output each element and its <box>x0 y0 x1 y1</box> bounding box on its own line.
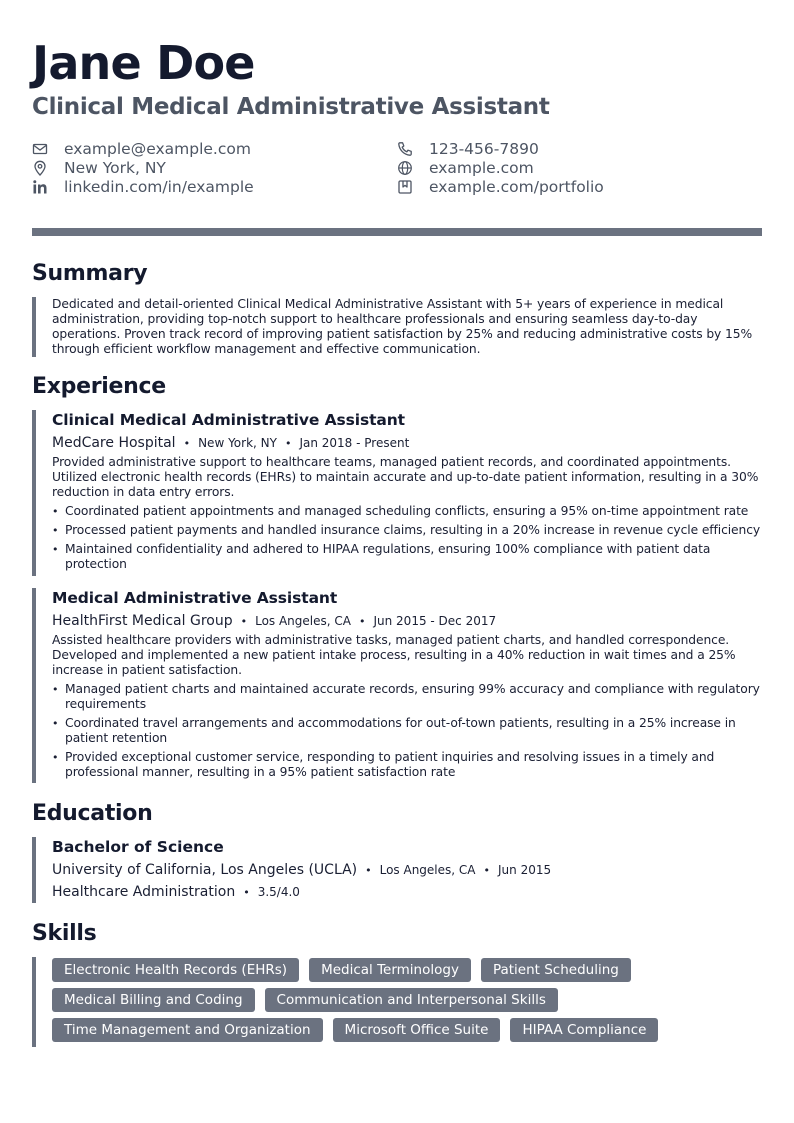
skill-tag: Patient Scheduling <box>481 958 631 982</box>
job-meta <box>52 433 762 453</box>
header-divider <box>32 228 762 236</box>
separator-dot: • <box>365 863 372 877</box>
contact-location <box>32 158 166 177</box>
contact-website[interactable] <box>397 158 534 177</box>
linkedin-icon <box>32 179 48 195</box>
experience-heading: Experience <box>32 374 166 399</box>
skills-block <box>32 957 762 1047</box>
separator-dot: • <box>284 436 292 450</box>
job-location: Los Angeles, CA <box>255 614 351 628</box>
summary-text: Dedicated and detail-oriented Clinical Medical Administrative Assistant with 5+ years of experience in medical administration, providing top-notch support to healthcare professionals and ensuring seamless day-to-day operations. Proven track record of improving patient satisfaction by 25% and reducing administrative costs by 15% through efficient workflow management and effective communication. <box>52 297 753 356</box>
contact-email[interactable] <box>32 139 251 158</box>
job-bullet: • Coordinated patient appointments and managed scheduling conflicts, ensuring a 95% on-time appointment rate <box>52 504 762 519</box>
candidate-title: Clinical Medical Administrative Assistant <box>32 94 550 120</box>
job-location: New York, NY <box>198 436 277 450</box>
job-organization: MedCare Hospital <box>52 435 176 451</box>
summary-block <box>32 297 762 357</box>
job-bullets <box>52 504 762 572</box>
separator-dot: • <box>483 863 490 877</box>
map-pin-icon <box>32 160 48 176</box>
education-heading: Education <box>32 801 153 826</box>
phone-icon <box>397 141 413 157</box>
job-description: Provided administrative support to healthcare teams, managed patient records, and coordinated appointments. Utilized electronic health records (EHRs) to maintain accurate and up-to-date patient information, resulting in a 30% reduction in data entry errors. <box>52 455 759 499</box>
skill-tag: HIPAA Compliance <box>510 1018 658 1042</box>
job-bullet: • Provided exceptional customer service, responding to patient inquiries and resolving issues in a timely and professional manner, resulting in a 95% patient satisfaction rate <box>52 750 762 780</box>
job-dates: Jan 2018 - Present <box>299 436 410 450</box>
contact-info <box>32 139 762 199</box>
skill-tag: Medical Terminology <box>309 958 471 982</box>
skills-heading: Skills <box>32 921 97 946</box>
skill-tag: Electronic Health Records (EHRs) <box>52 958 299 982</box>
job-description: Assisted healthcare providers with administrative tasks, managed patient charts, and handled correspondence. Developed and implemented a new patient intake process, resulting in a 40% reduction in wait times and a 25% increase in patient satisfaction. <box>52 633 736 677</box>
contact-linkedin-text: linkedin.com/in/example <box>64 177 254 196</box>
education-date: Jun 2015 <box>498 863 552 877</box>
job-title: Medical Administrative Assistant <box>52 589 338 607</box>
education-gpa: 3.5/4.0 <box>257 885 300 899</box>
education-school: University of California, Los Angeles (UCLA) <box>52 862 358 878</box>
job-bullet: • Coordinated travel arrangements and accommodations for out-of-town patients, resulting in a 25% increase in patient retention <box>52 716 762 746</box>
contact-email-text: example@example.com <box>64 139 251 158</box>
education-degree: Bachelor of Science <box>52 838 224 856</box>
job-title: Clinical Medical Administrative Assistant <box>52 411 405 429</box>
contact-phone[interactable] <box>397 139 539 158</box>
education-field: Healthcare Administration <box>52 884 236 900</box>
separator-dot: • <box>358 614 366 628</box>
skill-tag: Communication and Interpersonal Skills <box>265 988 558 1012</box>
bookmark-icon <box>397 179 413 195</box>
separator-dot: • <box>183 436 191 450</box>
summary-heading: Summary <box>32 261 148 286</box>
contact-website-text: example.com <box>429 158 534 177</box>
education-entry <box>32 837 762 903</box>
job-bullet: • Maintained confidentiality and adhered to HIPAA regulations, ensuring 100% compliance with patient data protection <box>52 542 762 572</box>
skill-tag: Time Management and Organization <box>52 1018 323 1042</box>
job-entry <box>32 410 762 576</box>
separator-dot: • <box>243 885 250 899</box>
mail-icon <box>32 141 48 157</box>
job-entry <box>32 588 762 783</box>
contact-portfolio[interactable] <box>397 177 604 196</box>
job-bullets <box>52 682 762 780</box>
education-location: Los Angeles, CA <box>379 863 476 877</box>
contact-location-text: New York, NY <box>64 158 166 177</box>
job-organization: HealthFirst Medical Group <box>52 613 233 629</box>
candidate-name: Jane Doe <box>32 36 255 90</box>
job-meta <box>52 611 762 631</box>
skills-list <box>52 958 762 1042</box>
skill-tag: Medical Billing and Coding <box>52 988 255 1012</box>
contact-linkedin[interactable] <box>32 177 254 196</box>
separator-dot: • <box>240 614 248 628</box>
skill-tag: Microsoft Office Suite <box>333 1018 501 1042</box>
job-bullet: • Managed patient charts and maintained accurate records, ensuring 99% accuracy and compliance with regulatory requirements <box>52 682 762 712</box>
job-dates: Jun 2015 - Dec 2017 <box>373 614 497 628</box>
contact-portfolio-text: example.com/portfolio <box>429 177 604 196</box>
education-field-line <box>52 882 762 902</box>
globe-icon <box>397 160 413 176</box>
job-bullet: • Processed patient payments and handled insurance claims, resulting in a 20% increase in revenue cycle efficiency <box>52 523 762 538</box>
education-school-line <box>52 860 762 880</box>
contact-phone-text: 123-456-7890 <box>429 139 539 158</box>
